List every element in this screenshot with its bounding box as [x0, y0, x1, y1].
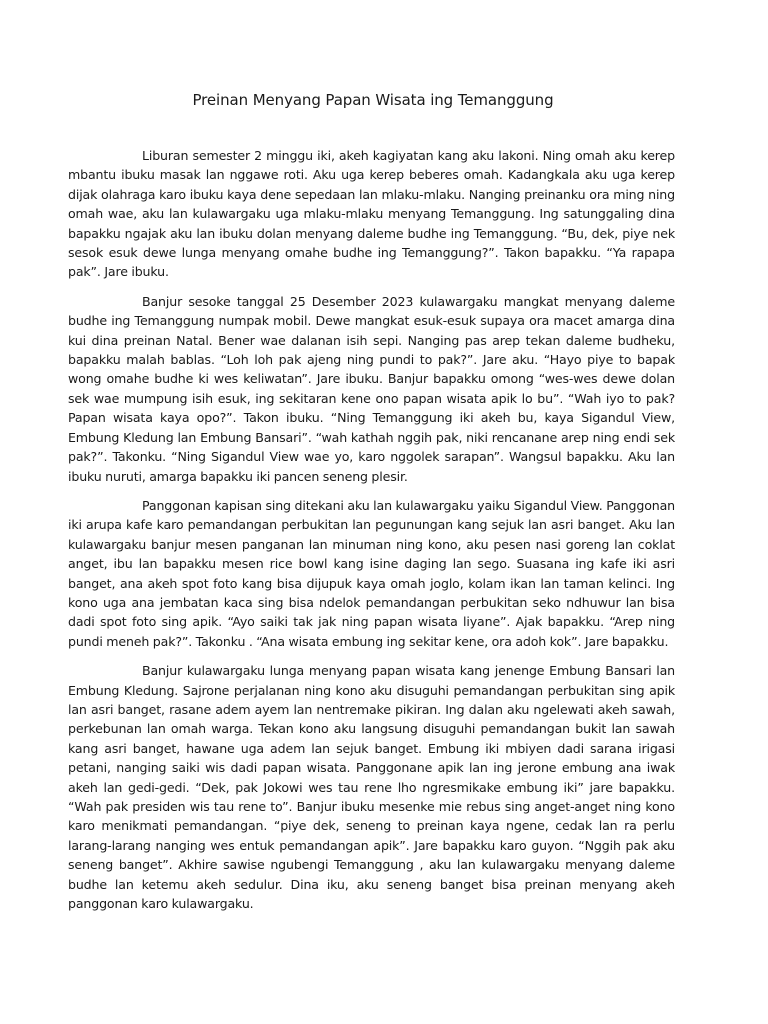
paragraph-3: Panggonan kapisan sing ditekani aku lan kulawargaku yaiku Sigandul View. Panggonan iki arupa kafe karo pemandangan perbukitan lan pegunungan kang sejuk lan asri banget. Aku lan kulawargaku banjur mesen panganan lan minuman ning kono, aku pesen nasi goreng lan coklat anget, ibu lan bapakku mesen rice bowl kang isine daging lan sego. Suasana ing kafe iki asri banget, ana akeh spot foto kang bisa dijupuk kaya omah joglo, kolam ikan lan taman kelinci. Ing kono uga ana jembatan kaca sing bisa ndelok pemandangan perbukitan seko ndhuwur lan bisa dadi spot foto sing apik. “Ayo saiki tak jak ning papan wisata liyane”. Ajak bapakku. “Arep ning pundi meneh pak?”. Takonku . “Ana wisata embung ing sekitar kene, ora adoh kok”. Jare bapakku. — [68, 497, 675, 649]
document-body — [68, 146, 675, 923]
paragraph-1: Liburan semester 2 minggu iki, akeh kagiyatan kang aku lakoni. Ning omah aku kerep mbantu ibuku masak lan nggawe roti. Aku uga kerep beberes omah. Kadangkala aku uga kerep dijak olahraga karo ibuku kaya dene sepedaan lan mlaku-mlaku. Nanging preinanku ora ming ning omah wae, aku lan kulawargaku uga mlaku-mlaku menyang Temanggung. Ing satunggaling dina bapakku ngajak aku lan ibuku dolan menyang daleme budhe ing Temanggung. “Bu, dek, piye nek sesok esuk dewe lunga menyang omahe budhe ing Temanggung?”. Takon bapakku. “Ya rapapa pak”. Jare ibuku. — [68, 148, 675, 280]
paragraph-4: Banjur kulawargaku lunga menyang papan wisata kang jenenge Embung Bansari lan Embung Kledung. Sajrone perjalanan ning kono aku disuguhi pemandangan perbukitan sing apik lan asri banget, rasane adem ayem lan nentremake pikiran. Ing dalan aku ngelewati akeh sawah, perkebunan lan omah warga. Tekan kono aku langsung disuguhi pemandangan bukit lan sawah kang asri banget, hawane uga adem lan sejuk banget. Embung iki mbiyen dadi sarana irigasi petani, nanging saiki wis dadi papan wisata. Panggonane apik lan ing jerone embung ana iwak akeh lan gedi-gedi. “Dek, pak Jokowi wes tau rene lho ngresmikake embung iki” jare bapakku. “Wah pak presiden wis tau rene to”. Banjur ibuku mesenke mie rebus sing anget-anget ning kono karo menikmati pemandangan. “piye dek, seneng to preinan kaya ngene, cedak lan ra perlu larang-larang nanging wes entuk pemandangan apik”. Jare bapakku karo guyon. “Nggih pak aku seneng banget”. Akhire sawise ngubengi Temanggung , aku lan kulawargaku menyang daleme budhe lan ketemu akeh sedulur. Dina iku, aku seneng banget bisa preinan menyang akeh panggonan karo kulawargaku. — [68, 663, 675, 912]
document-title: Preinan Menyang Papan Wisata ing Temanggung — [192, 91, 554, 109]
paragraph-2: Banjur sesoke tanggal 25 Desember 2023 kulawargaku mangkat menyang daleme budhe ing Temanggung numpak mobil. Dewe mangkat esuk-esuk supaya ora macet amarga dina kui dina preinan Natal. Bener wae dalanan isih sepi. Nanging pas arep tekan daleme budheku, bapakku malah bablas. “Loh loh pak ajeng ning pundi to pak?”. Jare aku. “Hayo piye to bapak wong omahe budhe ki wes keliwatan”. Jare ibuku. Banjur bapakku omong “wes-wes dewe dolan sek wae mumpung isih esuk, ing sekitaran kene ono papan wisata apik lo bu”. “Wah iyo to pak? Papan wisata kaya opo?”. Takon ibuku. “Ning Temanggung iki akeh bu, kaya Sigandul View, Embung Kledung lan Embung Bansari”. “wah kathah nggih pak, niki rencanane arep ning endi sek pak?”. Takonku. “Ning Sigandul View wae yo, karo nggolek sarapan”. Wangsul bapakku. Aku lan ibuku nuruti, amarga bapakku iki pancen seneng plesir. — [68, 293, 675, 484]
